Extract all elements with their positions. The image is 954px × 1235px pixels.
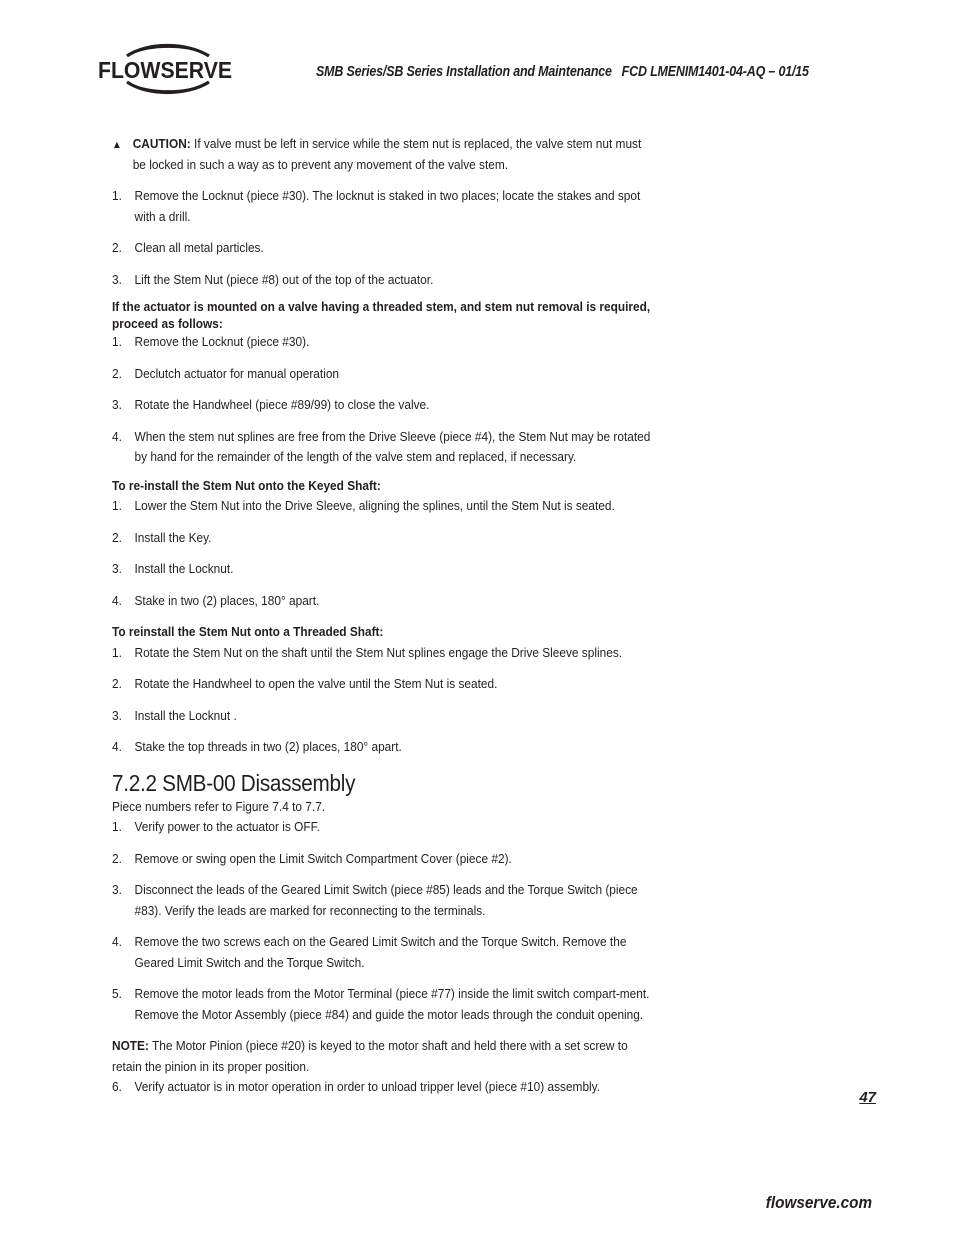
list-item-text: Verify power to the actuator is OFF. <box>134 819 320 834</box>
list-item-number: 3. <box>112 707 122 723</box>
keyed-shaft-heading: To re-install the Stem Nut onto the Keyed Shaft: <box>112 477 381 493</box>
list-item-number: 4. <box>112 934 122 949</box>
list-item-text: Lower the Stem Nut into the Drive Sleeve, aligning the splines, until the Stem Nut is seated. <box>134 498 615 513</box>
list-item-text: Remove the Locknut (piece #30). <box>134 334 310 349</box>
list-item-text: Rotate the Stem Nut on the shaft until the Stem Nut splines engage the Drive Sleeve splines. <box>134 644 623 660</box>
list-item <box>112 849 652 870</box>
list-item-text: Verify actuator is in motor operation in order to unload tripper level (piece #10) assembly. <box>134 1079 601 1094</box>
footer-website-link[interactable]: flowserve.com <box>765 1193 872 1212</box>
list-item <box>112 932 652 973</box>
list-item-number: 4. <box>112 428 122 444</box>
list-item-text: Remove the two screws each on the Geared Limit Switch and the Torque Switch. Remove the Geared Limit Switch and the Torque Switch. <box>134 934 627 970</box>
threaded-shaft-steps <box>112 643 652 758</box>
threaded-stem-steps <box>112 332 652 468</box>
list-item-number: 3. <box>112 561 122 576</box>
list-item <box>112 737 652 758</box>
threaded-shaft-heading: To reinstall the Stem Nut onto a Threaded Shaft: <box>112 624 384 639</box>
list-item-number: 4. <box>112 592 122 608</box>
list-item-text: Remove the motor leads from the Motor Terminal (piece #77) inside the limit switch compart-ment. Remove the Motor Assembly (piece #84) and guide the motor leads through the conduit opening. <box>134 986 650 1022</box>
list-item-text: When the stem nut splines are free from the Drive Sleeve (piece #4), the Stem Nut may be rotated by hand for the remainder of the length of the valve stem and replaced, if necessary. <box>134 428 651 464</box>
list-item-number: 2. <box>112 529 122 545</box>
list-item-text: Install the Locknut . <box>134 707 237 723</box>
list-item-text: Lift the Stem Nut (piece #8) out of the top of the actuator. <box>134 271 434 287</box>
list-item <box>112 984 652 1025</box>
caution-note <box>112 134 652 175</box>
list-item-number: 2. <box>112 676 122 691</box>
list-item-text: Stake in two (2) places, 180° apart. <box>134 592 320 608</box>
list-item-number: 4. <box>112 739 122 754</box>
list-item-number: 5. <box>112 986 122 1001</box>
list-item-text: Rotate the Handwheel (piece #89/99) to close the valve. <box>134 397 430 412</box>
caution-text: If valve must be left in service while the stem nut is replaced, the valve stem nut must be locked in such a way as to prevent any movement of the valve stem. <box>132 136 642 172</box>
note-label: NOTE: <box>112 1038 149 1053</box>
list-item-number: 1. <box>112 188 122 203</box>
list-item-text: Install the Key. <box>134 529 212 545</box>
list-item-text: Clean all metal particles. <box>134 240 264 255</box>
section-title: 7.2.2 SMB-00 Disassembly <box>112 769 356 796</box>
disassembly-steps <box>112 817 652 1025</box>
list-item-number: 3. <box>112 271 122 287</box>
list-item <box>112 880 652 921</box>
list-item-number: 3. <box>112 882 122 897</box>
list-item <box>112 706 652 727</box>
list-item <box>112 270 652 291</box>
list-item-number: 2. <box>112 365 122 381</box>
page-content <box>112 134 672 1109</box>
list-item-text: Remove the Locknut (piece #30). The locknut is staked in two places; locate the stakes and spot with a drill. <box>134 188 641 224</box>
list-item-text: Declutch actuator for manual operation <box>134 365 340 381</box>
motor-pinion-note <box>112 1036 652 1077</box>
page-number: 47 <box>859 1089 876 1106</box>
list-item-number: 1. <box>112 334 122 349</box>
list-item-number: 6. <box>112 1079 122 1094</box>
list-item <box>112 643 652 664</box>
list-item-number: 1. <box>112 644 122 660</box>
document-header-title: SMB Series/SB Series Installation and Maintenance FCD LMENIM1401-04-AQ – 01/15 <box>316 64 809 80</box>
warning-triangle-icon: ▲ <box>112 139 122 151</box>
stem-nut-removal-steps <box>112 186 652 290</box>
threaded-stem-intro: If the actuator is mounted on a valve having a threaded stem, and stem nut removal is required, proceed as follows: <box>112 299 651 331</box>
caution-label: CAUTION: <box>132 136 191 151</box>
list-item-text: Remove or swing open the Limit Switch Compartment Cover (piece #2). <box>134 850 512 866</box>
list-item <box>112 1077 652 1098</box>
flowserve-logo <box>97 42 235 96</box>
list-item <box>112 186 652 227</box>
keyed-shaft-steps <box>112 496 652 611</box>
disassembly-steps-continued <box>112 1077 652 1098</box>
list-item <box>112 559 652 580</box>
list-item-number: 1. <box>112 498 122 513</box>
list-item <box>112 364 652 385</box>
list-item-text: Rotate the Handwheel to open the valve until the Stem Nut is seated. <box>134 676 498 691</box>
logo-wordmark: FLOWSERVE <box>98 57 232 83</box>
list-item <box>112 238 652 259</box>
list-item <box>112 591 652 612</box>
list-item <box>112 427 652 468</box>
list-item-number: 2. <box>112 240 122 255</box>
list-item-number: 1. <box>112 819 122 834</box>
list-item-text: Disconnect the leads of the Geared Limit Switch (piece #85) leads and the Torque Switch (piece #83). Verify the leads are marked for reconnecting to the terminals. <box>134 882 638 918</box>
list-item-text: Stake the top threads in two (2) places, 180° apart. <box>134 739 402 754</box>
list-item <box>112 817 652 838</box>
list-item-number: 2. <box>112 850 122 866</box>
note-text: The Motor Pinion (piece #20) is keyed to the motor shaft and held there with a set screw to retain the pinion in its proper position. <box>112 1038 628 1074</box>
section-intro: Piece numbers refer to Figure 7.4 to 7.7. <box>112 798 326 814</box>
list-item <box>112 674 652 695</box>
list-item-number: 3. <box>112 397 122 412</box>
list-item <box>112 395 652 416</box>
list-item-text: Install the Locknut. <box>134 561 234 576</box>
list-item <box>112 496 652 517</box>
list-item <box>112 528 652 549</box>
list-item <box>112 332 652 353</box>
